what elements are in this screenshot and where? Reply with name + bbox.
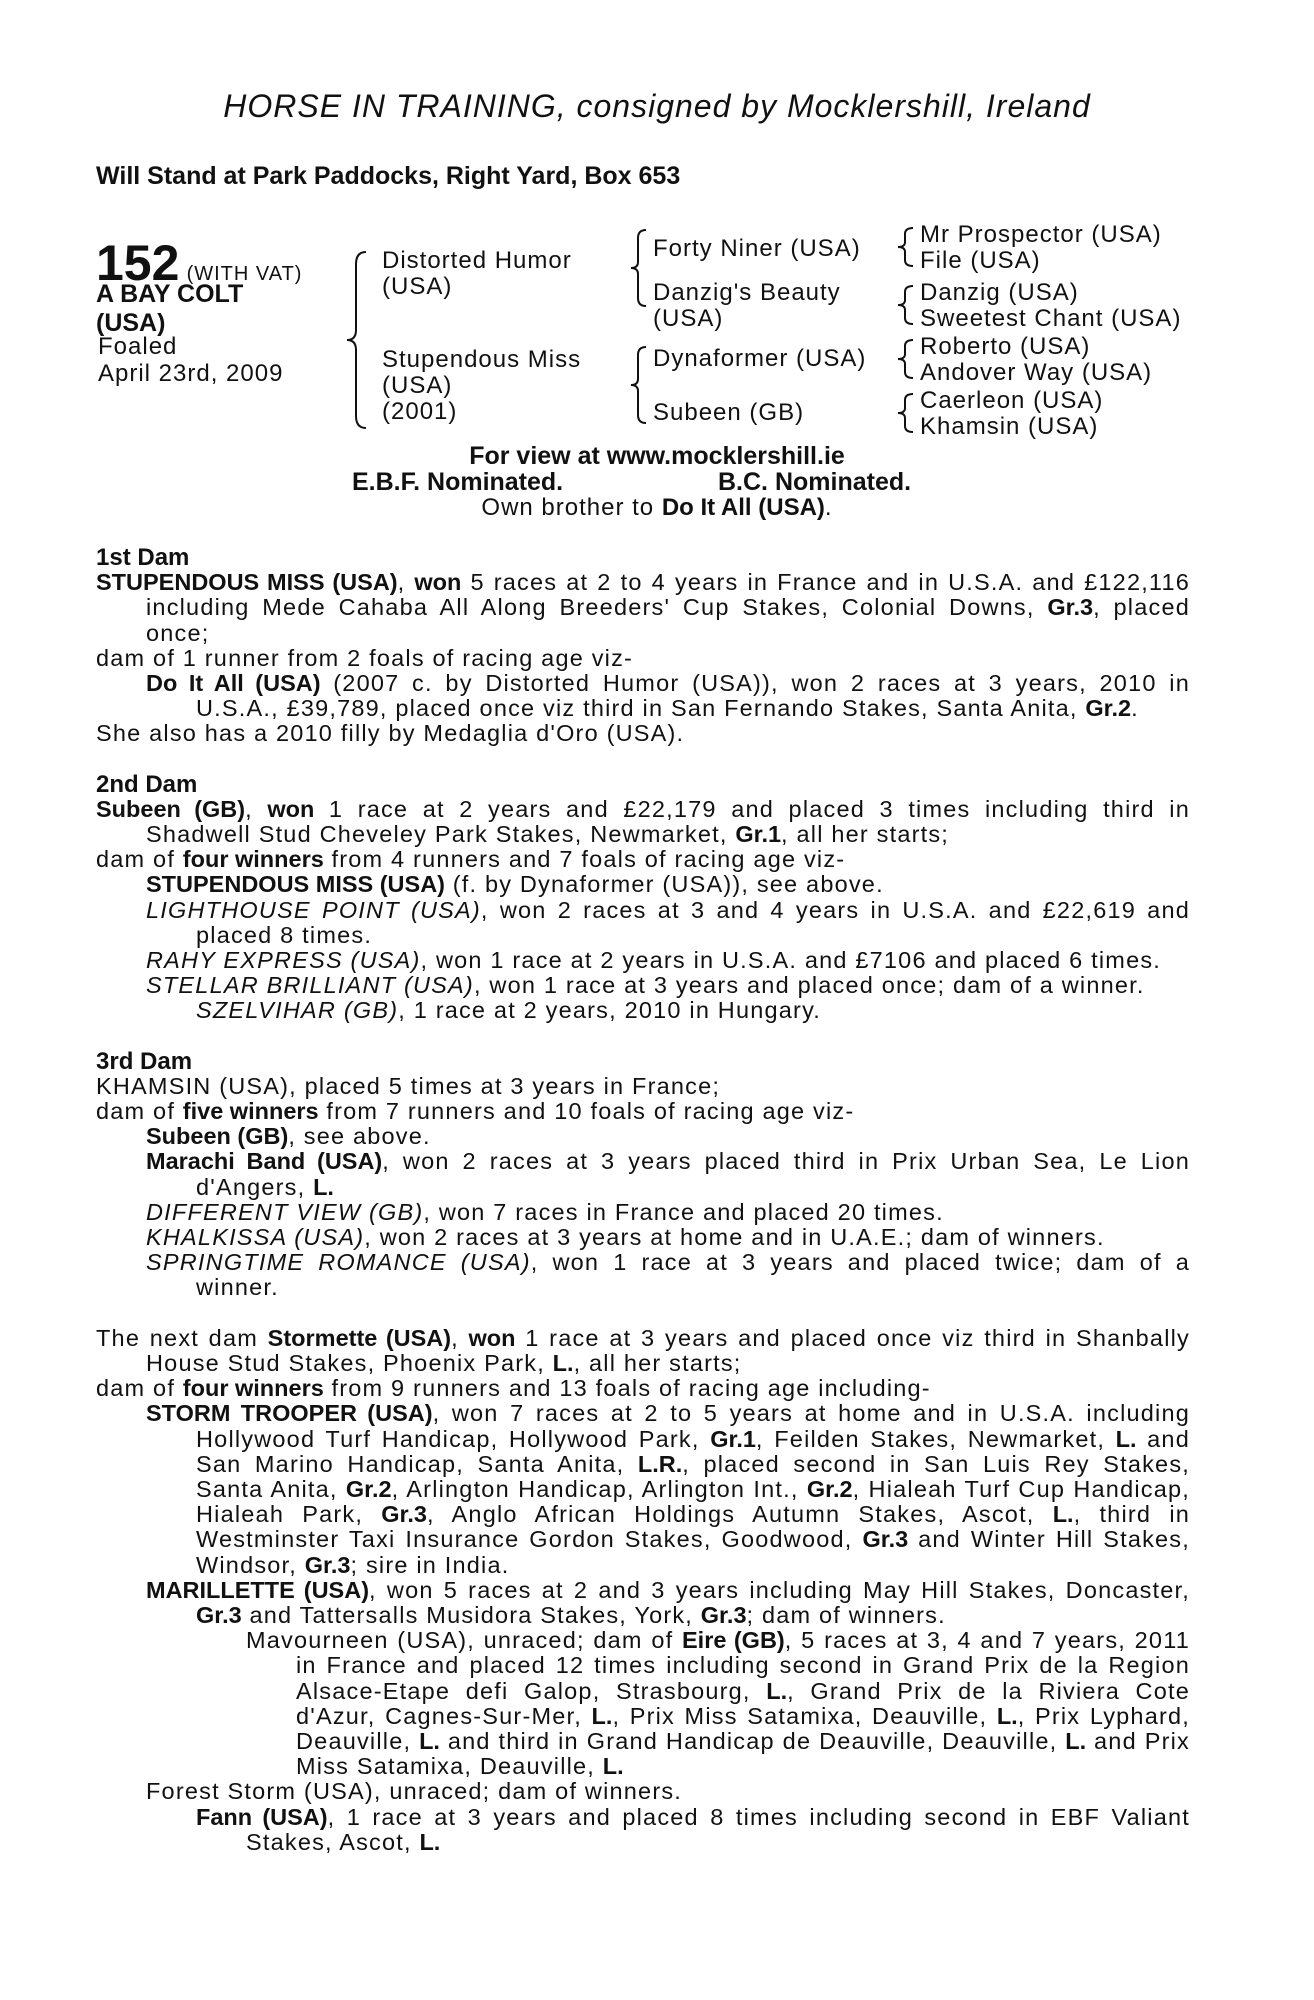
- sire-line-brace: [628, 228, 650, 308]
- next-dam-record: The next dam Stormette (USA), won 1 race at 3 years and placed once viz third in Shanbally House Stud Stakes, Phoenix Park, L., all her starts;: [96, 1324, 1190, 1376]
- record-text: ; dam of winners.: [746, 1601, 946, 1628]
- foal-name: SZELVIHAR (GB): [196, 997, 399, 1024]
- g3-ancestor: Sweetest Chant (USA): [920, 305, 1182, 332]
- record-text: , all her starts;: [781, 821, 950, 848]
- grade-label: Gr.3: [381, 1501, 427, 1528]
- grandfoal-record: [96, 998, 1190, 1023]
- grade-label: L.: [602, 1753, 624, 1780]
- record-text: , 1 race at 2 years, 2010 in Hungary.: [398, 997, 822, 1024]
- record-text: , Prix Lyphard, Deauville,: [296, 1702, 1190, 1754]
- section-heading: 1st Dam: [96, 544, 190, 571]
- foal-name: DIFFERENT VIEW (GB): [146, 1198, 424, 1225]
- lot-description-line: A BAY COLT: [96, 280, 244, 308]
- record-text: and third in Grand Handicap de Deauville, Deauville,: [439, 1727, 1066, 1754]
- foaled-date: April 23rd, 2009: [98, 360, 284, 387]
- record-text: , Arlington Handicap, Arlington Int.,: [391, 1475, 807, 1502]
- foal-name: KHALKISSA (USA): [146, 1224, 365, 1251]
- own-brother-line: [0, 494, 1314, 522]
- g3-ancestor: Danzig (USA): [920, 279, 1079, 306]
- record-text: and Tattersalls Musidora Stakes, York,: [241, 1601, 701, 1628]
- grade-label: Gr.2: [1085, 695, 1132, 722]
- foal-name: Eire (GB): [681, 1627, 785, 1654]
- vat-label: (WITH VAT): [186, 263, 303, 285]
- grade-label: L.: [996, 1702, 1018, 1729]
- third-dam-record: KHAMSIN (USA), placed 5 times at 3 years in France;: [96, 1072, 721, 1099]
- foal-record: Forest Storm (USA), unraced; dam of winners.: [146, 1778, 683, 1805]
- record-text: The next dam: [96, 1324, 268, 1351]
- sire-sire: Forty Niner (USA): [653, 235, 861, 262]
- own-brother-prefix: Own brother to: [481, 494, 662, 521]
- record-text: , placed once;: [146, 594, 1190, 646]
- lot-description-line: (USA): [96, 309, 166, 337]
- dam-of-line: [96, 1376, 1190, 1401]
- dam-name-line: (USA): [382, 372, 453, 399]
- sire-name-line: Distorted Humor: [382, 247, 572, 274]
- winners-count: four winners: [182, 1375, 324, 1402]
- foal-record: [96, 973, 1190, 998]
- grade-label: Gr.3: [304, 1551, 351, 1578]
- stand-location: Will Stand at Park Paddocks, Right Yard, Box 653: [96, 162, 681, 190]
- dam-line-brace: [628, 345, 650, 425]
- grade-label: L.: [1065, 1727, 1087, 1754]
- dam-name-line: Stupendous Miss: [382, 346, 582, 373]
- grade-label: Gr.3: [862, 1526, 909, 1553]
- foal-name: LIGHTHOUSE POINT (USA): [146, 896, 481, 923]
- foaled-info: [98, 333, 283, 387]
- section-gap: [96, 747, 1190, 772]
- record-text: , won 7 races in France and placed 20 times.: [423, 1198, 944, 1225]
- foal-name: Do It All (USA): [146, 670, 321, 697]
- record-text: , Hialeah Turf Cup Handicap, Hialeah Park,: [196, 1475, 1190, 1528]
- grade-label: L.: [766, 1677, 788, 1704]
- dam-name: Subeen (GB): [96, 795, 246, 822]
- dam-sire: Dynaformer (USA): [653, 345, 867, 372]
- grade-label: L.: [313, 1173, 334, 1200]
- catalogue-body: [96, 545, 1190, 1855]
- record-text: , 1 race at 3 years and placed 8 times including second in EBF Valiant Stakes, Ascot,: [246, 1803, 1190, 1855]
- g3-brace-2: [895, 284, 917, 326]
- foal-record: [96, 1149, 1190, 1199]
- grade-label: Gr.3: [196, 1601, 242, 1628]
- record-text: and Winter Hill Stakes, Windsor,: [196, 1526, 1190, 1578]
- section-gap: [96, 1301, 1190, 1326]
- section-heading: 2nd Dam: [96, 770, 198, 798]
- sire-dam-line: Danzig's Beauty: [653, 279, 841, 306]
- foal-name: STUPENDOUS MISS (USA): [146, 871, 445, 898]
- g3-ancestor: File (USA): [920, 247, 1041, 274]
- section-heading: 3rd Dam: [96, 1047, 193, 1075]
- g3-ancestor: Andover Way (USA): [920, 359, 1153, 386]
- record-text: , Prix Miss Satamixa, Deauville,: [612, 1702, 997, 1729]
- lot-number: 152: [96, 235, 180, 291]
- record-text: ; sire in India.: [350, 1551, 510, 1578]
- g3-ancestor: Caerleon (USA): [920, 387, 1104, 414]
- record-text: and San Marino Handicap, Santa Anita,: [196, 1425, 1190, 1477]
- record-text: 5 races at 2 to 4 years in France and in U.S.A. and £122,116 including Mede Cahaba All Along Breeders' Cup Stakes, Colonial Downs,: [146, 569, 1191, 621]
- record-text: from 9 runners and 13 foals of racing age including-: [323, 1375, 931, 1402]
- record-text: (2007 c. by Distorted Humor (USA)), won 2 races at 3 years, 2010 in U.S.A., £39,789, placed once viz third in San Fernando Stakes, Santa Anita,: [196, 670, 1190, 722]
- record-text: , won 1 race at 2 years in U.S.A. and £7106 and placed 6 times.: [420, 947, 1162, 974]
- won-label: won: [414, 569, 462, 596]
- grade-label: L.: [552, 1349, 574, 1376]
- grade-label: L.: [419, 1727, 440, 1754]
- foal-record: [96, 872, 1190, 897]
- grade-label: Gr.1: [710, 1425, 756, 1452]
- section-gap: [96, 1024, 1190, 1049]
- record-text: , won 2 races at 3 years placed third in Prix Urban Sea, Le Lion d'Angers,: [196, 1148, 1191, 1200]
- record-text: from 7 runners and 10 foals of racing age viz-: [318, 1098, 855, 1125]
- won-label: won: [267, 795, 315, 822]
- won-label: won: [468, 1324, 516, 1351]
- record-text: .: [1131, 695, 1139, 722]
- grade-label: L.: [1115, 1425, 1137, 1452]
- record-text: , won 1 race at 3 years and placed once; dam of a winner.: [473, 972, 1145, 999]
- record-text: , third in Westminster Taxi Insurance Gordon Stakes, Goodwood,: [196, 1501, 1191, 1553]
- record-text: from 4 runners and 7 foals of racing age viz-: [323, 846, 846, 873]
- second-dam-record: Subeen (GB), won 1 race at 2 years and £22,179 and placed 3 times including third in Shadwell Stud Cheveley Park Stakes, Newmarket, Gr.1, all her starts;: [96, 795, 1190, 848]
- dam-of-line: [96, 1099, 1190, 1124]
- record-text: , Grand Prix de la Riviera Cote d'Azur, Cagnes-Sur-Mer,: [296, 1677, 1190, 1729]
- grade-label: L.R.: [637, 1450, 683, 1477]
- dam-name: STUPENDOUS MISS (USA): [96, 569, 398, 596]
- own-brother-name: Do It All (USA): [661, 494, 825, 521]
- foal-name: Subeen (GB): [146, 1123, 289, 1150]
- record-text: , Anglo African Holdings Autumn Stakes, Ascot,: [426, 1501, 1053, 1528]
- foal-record: [96, 1578, 1190, 1628]
- view-website: For view at www.mocklershill.ie: [469, 442, 845, 470]
- foal-record: [96, 1225, 1190, 1250]
- record-text: , 5 races at 3, 4 and 7 years, 2011 in France and placed 12 times including second in Grand Prix de la Region Alsace-Etape defi Galop, Strasbourg,: [296, 1627, 1190, 1704]
- grandfoal-record: [96, 1628, 1190, 1779]
- g3-ancestor: Roberto (USA): [920, 333, 1091, 360]
- record-text: , won 2 races at 3 and 4 years in U.S.A. and £22,619 and placed 8 times.: [196, 896, 1190, 948]
- g3-ancestor: Mr Prospector (USA): [920, 221, 1162, 248]
- record-text: , see above.: [288, 1123, 431, 1150]
- record-text: , won 7 races at 2 to 5 years at home and in U.S.A. including Hollywood Turf Handicap, Hollywood Park,: [196, 1400, 1190, 1452]
- record-text: , won 2 races at 3 years at home and in U.A.E.; dam of winners.: [364, 1224, 1105, 1251]
- grade-label: L.: [419, 1828, 441, 1855]
- dam-of-line: dam of 1 runner from 2 foals of racing age viz-: [96, 644, 634, 671]
- grandfoal-record: [96, 1805, 1190, 1855]
- record-text: , placed second in San Luis Rey Stakes, Santa Anita,: [196, 1450, 1190, 1502]
- foal-name: Marachi Band (USA): [146, 1148, 383, 1175]
- foal-name: MARILLETTE (USA): [146, 1576, 370, 1603]
- own-brother-suffix: .: [824, 494, 833, 521]
- ebf-nominated: E.B.F. Nominated.: [352, 468, 564, 496]
- sire-dam-line: (USA): [653, 305, 724, 332]
- foaled-label: Foaled: [98, 333, 178, 360]
- grade-label: Gr.1: [735, 821, 782, 848]
- grade-label: Gr.2: [806, 1475, 853, 1502]
- lot-description: [96, 280, 243, 338]
- foal-record: [96, 948, 1190, 973]
- grade-label: L.: [1052, 1501, 1074, 1528]
- grade-label: L.: [591, 1702, 613, 1729]
- foal-record: [96, 1250, 1190, 1300]
- sire-dam-brace: [344, 250, 374, 430]
- foal-name: RAHY EXPRESS (USA): [146, 947, 421, 974]
- winners-count: four winners: [182, 846, 324, 873]
- record-text: , won 5 races at 2 and 3 years including May Hill Stakes, Doncaster,: [369, 1576, 1190, 1603]
- dam-name: [382, 347, 581, 425]
- sire-dam: [653, 280, 841, 332]
- record-text: 1 race at 2 years and £22,179 and placed 3 times including third in Shadwell Stud Cheveley Park Stakes, Newmarket,: [146, 795, 1190, 848]
- g3-brace-3: [895, 338, 917, 380]
- grade-label: Gr.3: [1047, 594, 1094, 621]
- sire-name-line: (USA): [382, 273, 453, 300]
- record-text: and Prix Miss Satamixa, Deauville,: [296, 1727, 1191, 1780]
- foal-name: STORM TROOPER (USA): [146, 1400, 433, 1427]
- page-heading: HORSE IN TRAINING, consigned by Mocklershill, Ireland: [223, 88, 1091, 124]
- dam-name-line: (2001): [382, 398, 458, 425]
- sire-name: [382, 248, 572, 300]
- foal-name: SPRINGTIME ROMANCE (USA): [146, 1249, 531, 1276]
- foal-record: [96, 1401, 1190, 1577]
- bc-nominated: B.C. Nominated.: [718, 468, 912, 496]
- record-text: dam of: [96, 846, 183, 873]
- record-text: , Feilden Stakes, Newmarket,: [755, 1425, 1116, 1452]
- record-text: dam of: [96, 1098, 183, 1125]
- grade-label: Gr.3: [700, 1601, 747, 1628]
- foal-name: Fann (USA): [196, 1803, 328, 1830]
- dam-of-line: [96, 847, 1190, 872]
- g3-brace-1: [895, 226, 917, 268]
- winners-count: five winners: [182, 1098, 319, 1125]
- also-has-line: She also has a 2010 filly by Medaglia d'Oro (USA).: [96, 720, 685, 747]
- record-text: dam of: [96, 1375, 183, 1402]
- foal-record: [96, 1124, 1190, 1149]
- record-text: , won 1 race at 3 years and placed twice; dam of a winner.: [196, 1249, 1190, 1301]
- foal-record: [96, 671, 1190, 721]
- foal-record: [96, 1200, 1190, 1225]
- record-text: Mavourneen (USA), unraced; dam of: [246, 1627, 682, 1654]
- record-text: 1 race at 3 years and placed once viz third in Shanbally House Stud Stakes, Phoenix Park,: [146, 1324, 1190, 1376]
- dam-dam: Subeen (GB): [653, 399, 805, 426]
- record-text: (f. by Dynaformer (USA)), see above.: [445, 871, 884, 898]
- dam-name: Stormette (USA): [267, 1324, 452, 1351]
- foal-record: [96, 898, 1190, 948]
- first-dam-record: STUPENDOUS MISS (USA), won 5 races at 2 to 4 years in France and in U.S.A. and £122,116 including Mede Cahaba All Along Breeders' Cup Stakes, Colonial Downs, Gr.3, placed once;: [96, 569, 1191, 646]
- record-text: , all her starts;: [573, 1349, 742, 1376]
- foal-name: STELLAR BRILLIANT (USA): [146, 972, 474, 999]
- grade-label: Gr.2: [345, 1475, 392, 1502]
- g3-ancestor: Khamsin (USA): [920, 413, 1099, 440]
- g3-brace-4: [895, 392, 917, 434]
